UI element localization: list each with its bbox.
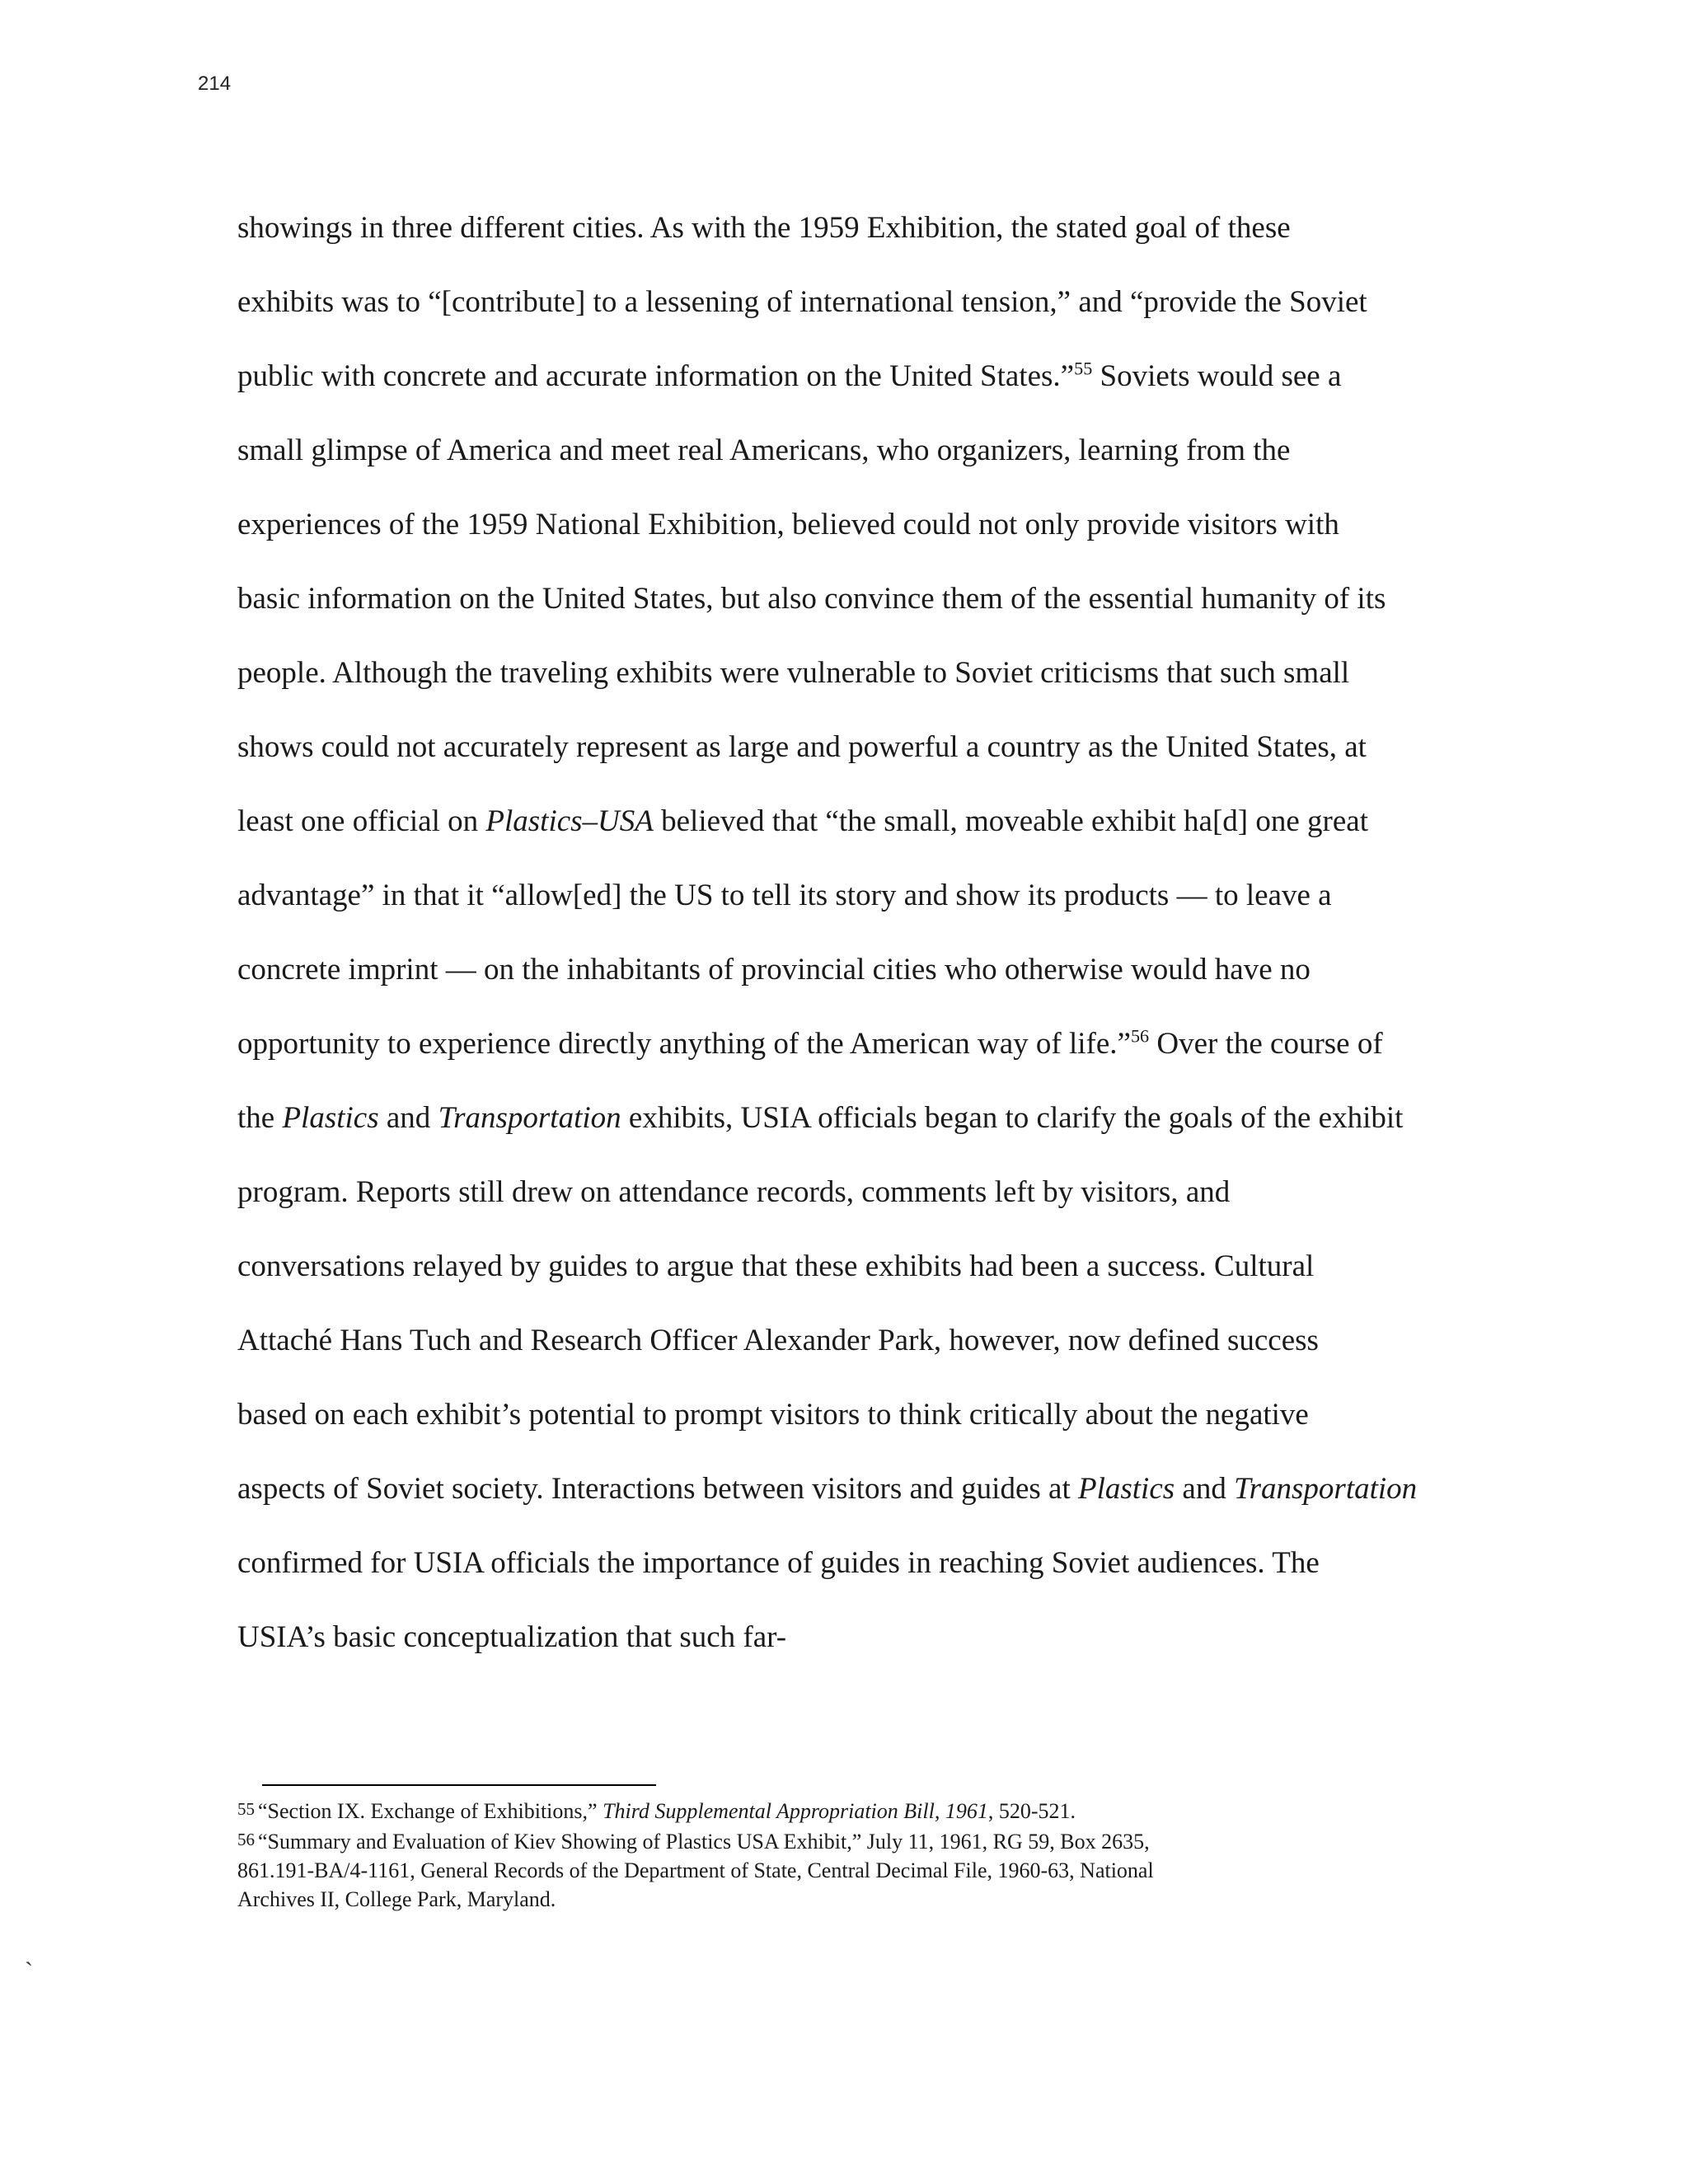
italic-title: Plastics [1077,1472,1175,1506]
footnote-separator [262,1784,656,1786]
page-number: 214 [198,73,232,95]
footnote-56-continued [237,1856,1474,1885]
body-text [237,191,1474,1675]
text-run: basic information on the United States, but also convince them of the essential humanity of its [237,582,1386,616]
italic-title: Transportation [438,1101,621,1135]
text-run: believed that “the small, moveable exhibit ha[d] one great [653,804,1368,838]
italic-title: Plastics–USA [485,804,654,838]
text-run: small glimpse of America and meet real Americans, who organizers, learning from the [237,434,1291,467]
text-run: based on each exhibit’s potential to prompt visitors to think critically about the negative [237,1398,1309,1432]
body-line [237,1081,1474,1155]
text-run: , 520-521. [987,1799,1076,1823]
footnote-56 [237,1825,1474,1856]
footnote-ref[interactable]: 56 [1130,1025,1150,1047]
text-run: “Section IX. Exchange of Exhibitions,” [258,1799,603,1823]
text-run: advantage” in that it “allow[ed] the US to tell its story and show its products — to leave a [237,879,1332,912]
footnote-number: 55 [237,1799,255,1819]
footnote-ref[interactable]: 55 [1074,358,1093,379]
text-run: public with concrete and accurate information on the United States.” [237,359,1075,393]
text-run: least one official on [237,804,486,838]
text-run: program. Reports still drew on attendance records, comments left by visitors, and [237,1175,1231,1209]
body-line [237,636,1474,710]
body-line [237,710,1474,785]
text-run: shows could not accurately represent as large and powerful a country as the United States, at [237,730,1367,764]
body-line [237,340,1474,414]
text-run: aspects of Soviet society. Interactions between visitors and guides at [237,1472,1078,1506]
text-run: concrete imprint — on the inhabitants of provincial cities who otherwise would have no [237,953,1311,987]
text-run: showings in three different cities. As with the 1959 Exhibition, the stated goal of these [237,211,1291,245]
italic-title: Transportation [1234,1472,1418,1506]
body-line [237,1526,1474,1601]
body-line [237,933,1474,1007]
footnotes [237,1795,1474,1914]
body-line [237,1601,1474,1675]
text-run: exhibits, USIA officials began to clarify the goals of the exhibit [621,1101,1404,1135]
text-run: and [1175,1472,1235,1506]
body-line [237,859,1474,933]
body-line [237,1378,1474,1452]
italic-title: Third Supplemental Appropriation Bill, 1961 [603,1799,988,1823]
text-run: 861.191-BA/4-1161, General Records of the Department of State, Central Decimal File, 1960-63, National [237,1858,1154,1882]
text-run: USIA’s basic conceptualization that such far- [237,1620,787,1654]
body-line [237,265,1474,340]
text-run: exhibits was to “[contribute] to a lessening of international tension,” and “provide the Soviet [237,285,1367,319]
footnote-56-continued [237,1885,1474,1914]
footnote-number: 56 [237,1830,255,1849]
text-run: experiences of the 1959 National Exhibition, believed could not only provide visitors with [237,508,1339,541]
text-run: and [378,1101,438,1135]
footnote-55 [237,1795,1474,1825]
body-line [237,191,1474,265]
body-line [237,414,1474,488]
body-line [237,1007,1474,1081]
body-line [237,1452,1474,1526]
italic-title: Plastics [282,1101,379,1135]
body-line [237,1304,1474,1378]
text-run: Attaché Hans Tuch and Research Officer Alexander Park, however, now defined success [237,1324,1319,1357]
stray-mark: ` [25,1957,33,1985]
text-run: Over the course of [1149,1027,1383,1061]
text-run: confirmed for USIA officials the importance of guides in reaching Soviet audiences. The [237,1546,1320,1580]
text-run: “Summary and Evaluation of Kiev Showing of Plastics USA Exhibit,” July 11, 1961, RG 59, Box 2635, [258,1830,1150,1854]
body-line [237,488,1474,562]
text-run: opportunity to experience directly anything of the American way of life.” [237,1027,1131,1061]
body-line [237,1230,1474,1304]
text-run: Soviets would see a [1092,359,1342,393]
body-line [237,1155,1474,1230]
body-line [237,785,1474,859]
body-line [237,562,1474,636]
text-run: conversations relayed by guides to argue that these exhibits had been a success. Cultural [237,1249,1315,1283]
text-run: Archives II, College Park, Maryland. [237,1887,556,1911]
text-run: the [237,1101,283,1135]
text-run: people. Although the traveling exhibits were vulnerable to Soviet criticisms that such small [237,656,1350,690]
